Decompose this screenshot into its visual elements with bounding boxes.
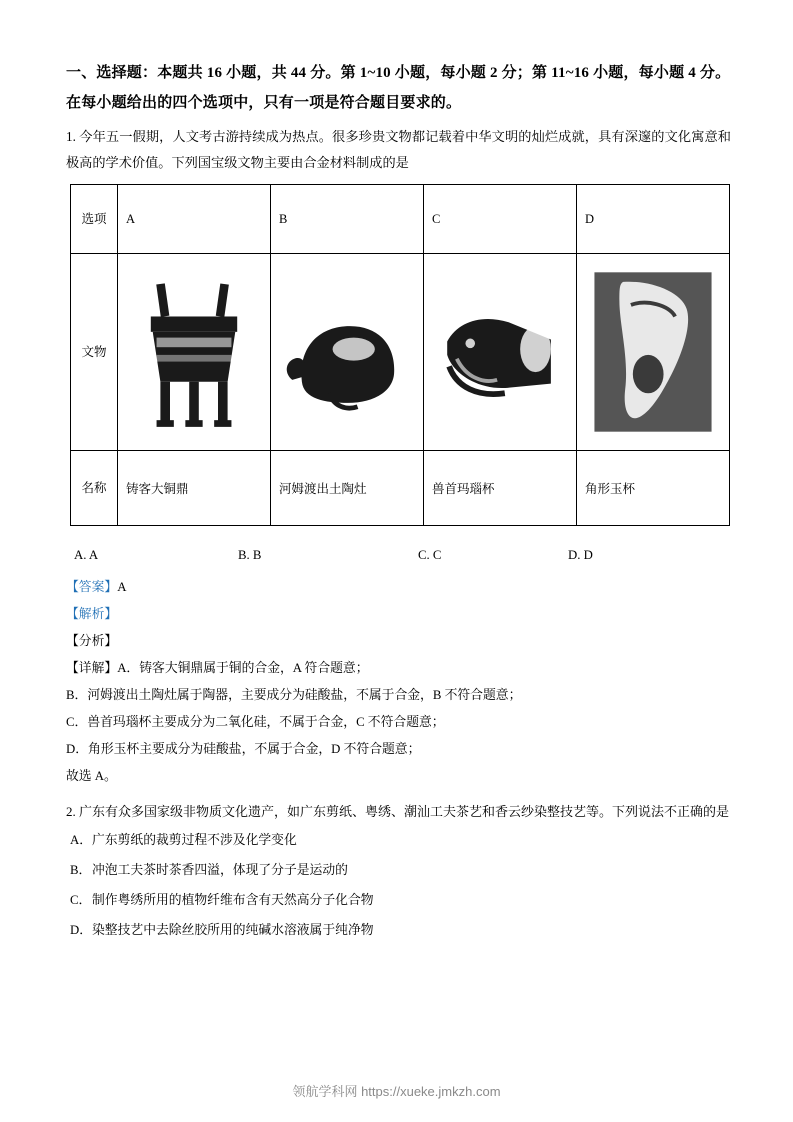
row-label-name: 名称 (71, 451, 118, 526)
option-a-label: A． (70, 833, 93, 847)
artifact-name-a: 铸客大铜鼎 (118, 451, 271, 526)
option-c-text: 制作粤绣所用的植物纤维布含有天然高分子化合物 (92, 893, 374, 907)
option-d-label: D． (70, 923, 93, 937)
option-cell-a: A (118, 185, 271, 254)
choice-b[interactable]: B. B (238, 548, 262, 562)
option-a-text: 广东剪纸的裁剪过程不涉及化学变化 (92, 833, 297, 847)
detail-line-5: 故选 A。 (66, 769, 117, 783)
detail-line-3: C．兽首玛瑙杯主要成分为二氧化硅，不属于合金，C 不符合题意； (66, 715, 445, 729)
table-row-names (71, 451, 730, 526)
artifact-cell-d (577, 254, 730, 451)
question-2-option-d[interactable] (66, 915, 731, 945)
pottery-stove-icon (275, 263, 419, 441)
artifact-name-c: 兽首玛瑙杯 (424, 451, 577, 526)
page-footer: 领航学科网 https://xueke.jmkzh.com (292, 1084, 501, 1099)
fenxi-label: 【分析】 (66, 634, 118, 648)
option-d-text: 染整技艺中去除丝胶所用的纯碱水溶液属于纯净物 (92, 923, 374, 937)
analysis-label: 【解析】 (66, 607, 118, 621)
question-2-stem: 2. 广东有众多国家级非物质文化遗产，如广东剪纸、粤绣、潮汕工夫茶艺和香云纱染整技艺等。下列说法不正确的是 (66, 804, 730, 819)
row-label-option: 选项 (71, 185, 118, 254)
option-cell-b: B (271, 185, 424, 254)
option-cell-d: D (577, 185, 730, 254)
choice-c[interactable]: C. C (418, 548, 442, 562)
detail-line-2: B．河姆渡出土陶灶属于陶器，主要成分为硅酸盐，不属于合金，B 不符合题意； (66, 688, 522, 702)
option-b-label: B． (70, 863, 92, 877)
table-row-artifacts (71, 254, 730, 451)
bronze-ding-icon (122, 263, 266, 441)
answer-label: 【答案】 (66, 580, 118, 594)
answer-value: A (117, 580, 127, 594)
question-1-choices (70, 548, 731, 568)
choice-d[interactable]: D. D (568, 548, 593, 562)
artifact-cell-c (424, 254, 577, 451)
artifact-cell-b (271, 254, 424, 451)
jade-horn-cup-icon (581, 263, 725, 441)
option-cell-c: C (424, 185, 577, 254)
question-1-stem: 1. 今年五一假期，人文考古游持续成为热点。很多珍贵文物都记载着中华文明的灿烂成就，具有深邃的文化寓意和极高的学术价值。下列国宝级文物主要由合金材料制成的是 (66, 129, 731, 170)
row-label-artifact: 文物 (71, 254, 118, 451)
section-title: 一、选择题：本题共 16 小题，共 44 分。第 1~10 小题，每小题 2 分；第 11~16 小题，每小题 4 分。在每小题给出的四个选项中，只有一项是符合题目要求的。 (66, 65, 731, 111)
option-b-text: 冲泡工夫茶时茶香四溢，体现了分子是运动的 (92, 863, 348, 877)
artifact-cell-a (118, 254, 271, 451)
question-2-option-c[interactable] (66, 885, 731, 915)
question-2-option-a[interactable] (66, 825, 731, 855)
artifact-name-d: 角形玉杯 (577, 451, 730, 526)
detail-line-4: D．角形玉杯主要成分为硅酸盐，不属于合金，D 不符合题意； (66, 742, 421, 756)
answer-line (66, 574, 731, 601)
detail-line-1: 【详解】A．铸客大铜鼎属于铜的合金，A 符合题意； (66, 661, 369, 675)
artifact-table (70, 184, 730, 526)
question-2-option-b[interactable] (66, 855, 731, 885)
table-row-options (71, 185, 730, 254)
choice-a[interactable]: A. A (74, 548, 99, 562)
agate-cup-icon (428, 263, 572, 441)
option-c-label: C． (70, 893, 92, 907)
artifact-name-b: 河姆渡出土陶灶 (271, 451, 424, 526)
